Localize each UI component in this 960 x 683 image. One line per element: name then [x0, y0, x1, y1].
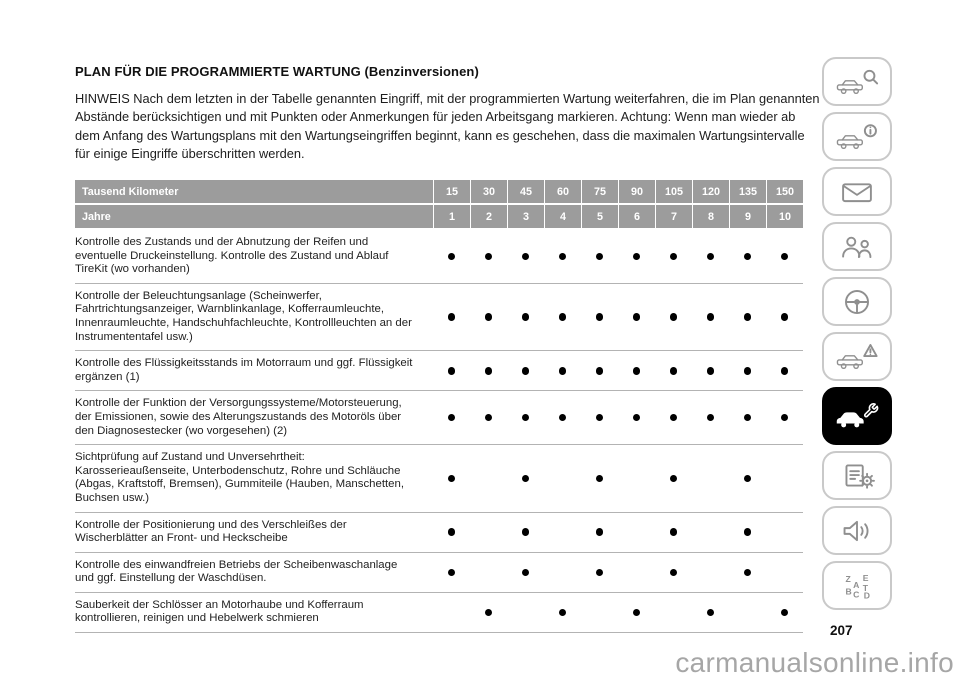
service-dot	[559, 313, 567, 321]
interval-cell	[544, 553, 581, 592]
km-header-cell: 15	[433, 180, 470, 203]
car-wrench-icon	[834, 401, 880, 431]
interval-cell	[618, 351, 655, 390]
interval-cell	[470, 513, 507, 552]
service-dot	[781, 609, 789, 617]
years-header-cell: 2	[470, 205, 507, 228]
interval-cell	[655, 391, 692, 444]
tab-warning-messages	[822, 167, 892, 216]
interval-cell	[544, 445, 581, 511]
interval-cell	[729, 513, 766, 552]
service-dot	[707, 609, 715, 617]
service-dot	[485, 313, 493, 321]
tab-starting-driving	[822, 277, 892, 326]
service-dot	[670, 475, 678, 483]
years-header-cell: 9	[729, 205, 766, 228]
service-dot	[633, 367, 641, 375]
interval-cell	[618, 593, 655, 632]
interval-cell	[692, 553, 729, 592]
km-header-cell: 30	[470, 180, 507, 203]
years-header-cell: 6	[618, 205, 655, 228]
interval-cell	[692, 391, 729, 444]
interval-cell	[507, 284, 544, 350]
interval-cell	[766, 351, 803, 390]
km-header-label: Tausend Kilometer	[82, 185, 179, 198]
years-header-cell: 10	[766, 205, 803, 228]
interval-cell	[544, 513, 581, 552]
interval-cell	[766, 593, 803, 632]
service-dot	[559, 367, 567, 375]
interval-cell	[655, 284, 692, 350]
car-info-icon	[834, 122, 880, 152]
service-dot	[633, 414, 641, 422]
years-header-cell: 3	[507, 205, 544, 228]
service-dot	[670, 569, 678, 577]
service-description: Sauberkeit der Schlösser an Motorhaube und Kofferraum kontrollieren, reinigen und Hebelwerk schmieren	[75, 598, 364, 625]
mail-icon	[834, 177, 880, 207]
service-dot	[522, 569, 530, 577]
km-header-cell: 105	[655, 180, 692, 203]
service-dot	[485, 367, 493, 375]
km-header-cell: 75	[581, 180, 618, 203]
interval-cell	[433, 351, 470, 390]
service-dot	[670, 367, 678, 375]
table-row	[75, 284, 803, 351]
service-dot	[670, 253, 678, 261]
interval-cell	[470, 445, 507, 511]
service-dot	[448, 414, 456, 422]
interval-cell	[433, 391, 470, 444]
service-dot	[744, 367, 752, 375]
interval-cell	[618, 284, 655, 350]
intro-paragraph: HINWEIS Nach dem letzten in der Tabelle genannten Eingriff, mit der programmierten Wartung weiterfahren, die im Plan genannten Abstände berücksichtigen und mit Punkten oder Anmerkungen für jeden Arbeitsgang markieren. Achtung: Wenn man wieder ab dem Anfang des Wartungsplans mit den Wartungseingriffen beginnt, kann es geschehen, dass die maximalen Wartungsintervalle für einige Eingriffe überschritten werden.	[75, 91, 820, 162]
km-header-cell: 120	[692, 180, 729, 203]
service-dot	[781, 313, 789, 321]
service-description: Kontrolle der Positionierung und des Verschleißes der Wischerblätter an Front- und Heckscheibe	[75, 518, 347, 545]
interval-cell	[433, 284, 470, 350]
service-dot	[633, 313, 641, 321]
service-dot	[522, 475, 530, 483]
service-dot	[559, 609, 567, 617]
service-dot	[596, 569, 604, 577]
interval-cell	[507, 391, 544, 444]
interval-cell	[655, 553, 692, 592]
interval-cell	[618, 445, 655, 511]
interval-cell	[766, 553, 803, 592]
km-header-cell: 45	[507, 180, 544, 203]
interval-cell	[433, 513, 470, 552]
service-dot	[448, 367, 456, 375]
interval-cell	[692, 284, 729, 350]
service-dot	[485, 253, 493, 261]
interval-cell	[655, 593, 692, 632]
tab-multimedia	[822, 506, 892, 555]
service-dot	[744, 414, 752, 422]
tab-emergency	[822, 332, 892, 381]
interval-cell	[507, 593, 544, 632]
service-dot	[596, 313, 604, 321]
interval-cell	[655, 513, 692, 552]
interval-cell	[507, 445, 544, 511]
service-dot	[744, 475, 752, 483]
service-description: Kontrolle des Flüssigkeitsstands im Motorraum und ggf. Flüssigkeit ergänzen (1)	[75, 357, 413, 383]
tab-technical-data	[822, 451, 892, 500]
service-dot	[744, 528, 752, 536]
people-icon	[834, 232, 880, 262]
service-description: Kontrolle der Beleuchtungsanlage (Scheinwerfer, Fahrtrichtungsanzeiger, Warnblinkanlage, Kofferraumleuchte, Innenraumleuchte, Handschuhfachleuchte, Kontrollleuchten an der Instrumententafel usw.)	[75, 289, 412, 343]
tab-occupant-safety	[822, 222, 892, 271]
km-header-cell: 90	[618, 180, 655, 203]
page-number: 207	[830, 623, 853, 638]
interval-cell	[470, 391, 507, 444]
interval-cell	[581, 445, 618, 511]
km-header-row	[75, 180, 803, 203]
interval-cell	[618, 391, 655, 444]
interval-cell	[581, 593, 618, 632]
interval-cell	[729, 230, 766, 283]
interval-cell	[655, 351, 692, 390]
interval-cell	[507, 351, 544, 390]
service-dot	[559, 253, 567, 261]
service-description: Kontrolle des Zustands und der Abnutzung der Reifen und eventuelle Druckeinstellung. Kontrolle des Zustand und Ablauf TireKit (wo vorhanden)	[75, 236, 389, 276]
interval-cell	[692, 593, 729, 632]
interval-cell	[729, 553, 766, 592]
service-dot	[707, 253, 715, 261]
interval-cell	[766, 445, 803, 511]
service-dot	[522, 313, 530, 321]
interval-cell	[729, 284, 766, 350]
interval-cell	[766, 230, 803, 283]
interval-cell	[581, 513, 618, 552]
km-header-cell: 150	[766, 180, 803, 203]
years-header-cell: 4	[544, 205, 581, 228]
interval-cell	[433, 230, 470, 283]
interval-cell	[470, 284, 507, 350]
service-dot	[448, 253, 456, 261]
service-dot	[485, 414, 493, 422]
service-dot	[707, 313, 715, 321]
service-dot	[522, 528, 530, 536]
interval-cell	[507, 230, 544, 283]
years-header-label: Jahre	[82, 210, 111, 223]
maintenance-table	[75, 180, 803, 633]
interval-cell	[507, 513, 544, 552]
maintenance-table-body	[75, 230, 803, 633]
interval-cell	[581, 553, 618, 592]
interval-cell	[729, 445, 766, 511]
interval-cell	[618, 553, 655, 592]
interval-cell	[544, 593, 581, 632]
tab-index	[822, 561, 892, 610]
km-header-cells	[433, 180, 803, 203]
service-dot	[448, 569, 456, 577]
service-dot	[596, 367, 604, 375]
interval-cell	[729, 391, 766, 444]
service-dot	[781, 414, 789, 422]
speaker-icon	[834, 516, 880, 546]
interval-cell	[766, 284, 803, 350]
interval-cell	[581, 391, 618, 444]
service-description: Sichtprüfung auf Zustand und Unversehrtheit: Karosserieaußenseite, Unterbodenschutz, Rohre und Schläuche (Abgas, Kraftstoff, Bremsen), Gummiteile (Hauben, Manschetten, Buchsen usw.)	[75, 451, 404, 504]
service-dot	[707, 414, 715, 422]
service-description: Kontrolle der Funktion der Versorgungssysteme/Motorsteuerung, der Emissionen, sowie des Alterungszustands des Motoröls über den Diagnosestecker (wo vorgesehen) (2)	[75, 397, 402, 437]
tab-safety	[822, 112, 892, 161]
service-dot	[781, 367, 789, 375]
interval-cell	[692, 351, 729, 390]
interval-cell	[618, 230, 655, 283]
service-dot	[633, 253, 641, 261]
table-row	[75, 351, 803, 391]
interval-cell	[470, 351, 507, 390]
interval-cell	[729, 593, 766, 632]
service-dot	[559, 414, 567, 422]
service-dot	[485, 609, 493, 617]
table-row	[75, 230, 803, 284]
steering-wheel-icon	[834, 287, 880, 317]
interval-cell	[692, 513, 729, 552]
years-header-cell: 8	[692, 205, 729, 228]
service-dot	[744, 253, 752, 261]
interval-cell	[470, 593, 507, 632]
service-dot	[744, 313, 752, 321]
interval-cell	[581, 230, 618, 283]
interval-cell	[544, 230, 581, 283]
table-row	[75, 445, 803, 512]
service-dot	[596, 253, 604, 261]
index-letters-icon	[834, 571, 880, 601]
car-magnifier-icon	[834, 67, 880, 97]
service-dot	[596, 414, 604, 422]
interval-cell	[470, 553, 507, 592]
tab-know-your-vehicle	[822, 57, 892, 106]
interval-cell	[692, 230, 729, 283]
interval-cell	[766, 391, 803, 444]
service-dot	[448, 528, 456, 536]
interval-cell	[433, 553, 470, 592]
service-dot	[522, 253, 530, 261]
table-row	[75, 593, 803, 633]
interval-cell	[544, 351, 581, 390]
interval-cell	[544, 391, 581, 444]
table-row	[75, 553, 803, 593]
service-description: Kontrolle des einwandfreien Betriebs der Scheibenwaschanlage und ggf. Einstellung der Waschdüsen.	[75, 558, 398, 585]
service-dot	[633, 609, 641, 617]
interval-cell	[618, 513, 655, 552]
service-dot	[781, 253, 789, 261]
section-tab-bar	[822, 57, 892, 610]
table-row	[75, 391, 803, 445]
service-dot	[670, 313, 678, 321]
years-header-cell: 7	[655, 205, 692, 228]
service-dot	[670, 414, 678, 422]
interval-cell	[433, 445, 470, 511]
years-header-cell: 1	[433, 205, 470, 228]
service-dot	[596, 528, 604, 536]
document-gear-icon	[834, 461, 880, 491]
interval-cell	[433, 593, 470, 632]
years-header-cell: 5	[581, 205, 618, 228]
service-dot	[744, 569, 752, 577]
interval-cell	[655, 230, 692, 283]
interval-cell	[692, 445, 729, 511]
interval-cell	[729, 351, 766, 390]
years-header-row	[75, 205, 803, 228]
interval-cell	[655, 445, 692, 511]
service-dot	[596, 475, 604, 483]
years-header-cells	[433, 205, 803, 228]
car-warning-icon	[834, 342, 880, 372]
watermark: carmanualsonline.info	[675, 647, 954, 678]
table-row	[75, 513, 803, 553]
service-dot	[707, 367, 715, 375]
tab-maintenance	[822, 387, 892, 445]
km-header-cell: 60	[544, 180, 581, 203]
interval-cell	[766, 513, 803, 552]
km-header-cell: 135	[729, 180, 766, 203]
page-title: PLAN FÜR DIE PROGRAMMIERTE WARTUNG (Benzinversionen)	[75, 64, 479, 79]
service-dot	[670, 528, 678, 536]
interval-cell	[581, 284, 618, 350]
interval-cell	[507, 553, 544, 592]
interval-cell	[544, 284, 581, 350]
service-dot	[522, 414, 530, 422]
service-dot	[522, 367, 530, 375]
interval-cell	[581, 351, 618, 390]
service-dot	[448, 475, 456, 483]
interval-cell	[470, 230, 507, 283]
service-dot	[448, 313, 456, 321]
